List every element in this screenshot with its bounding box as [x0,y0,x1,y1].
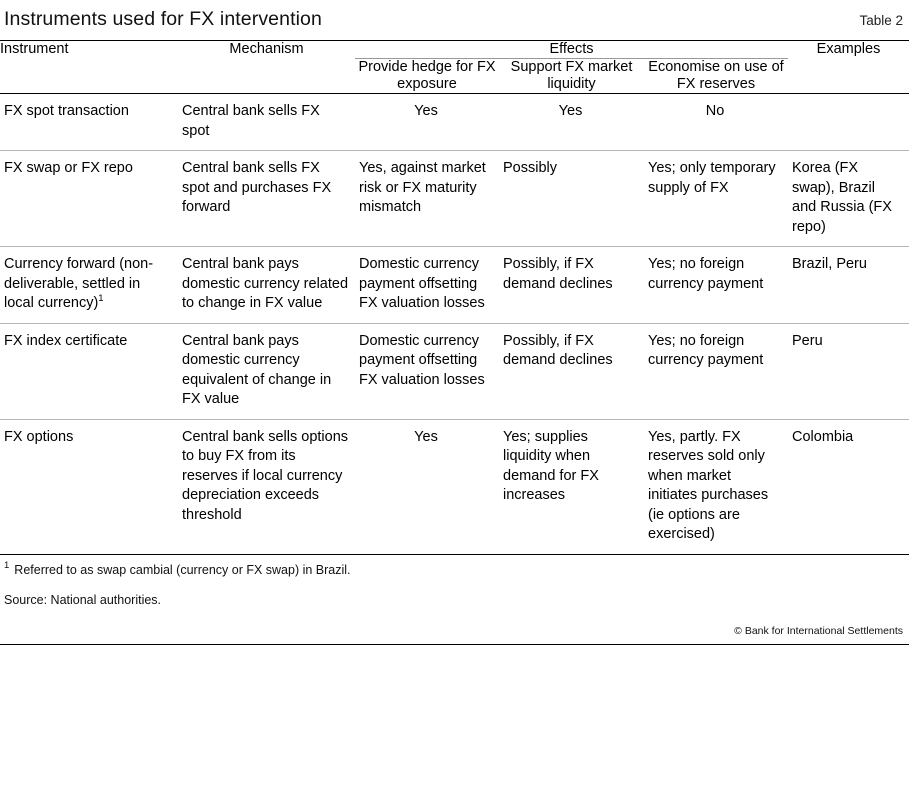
footnotes-section [0,555,909,609]
column-header-effects-group: Effects [355,41,788,59]
cell-effect-1: Domestic currency payment offsetting FX valuation losses [355,323,499,419]
cell-effect-3: Yes; no foreign currency payment [644,323,788,419]
column-header-effect-3: Economise on use of FX reserves [648,59,784,92]
source-note: Source: National authorities. [4,592,162,607]
footnote-ref: 1 [98,293,104,305]
column-subheader-spacer-mechanism [178,59,355,94]
cell-instrument: FX options [0,419,178,554]
header-row-sub [0,59,909,94]
table-body [0,94,909,555]
cell-instrument: FX swap or FX repo [0,151,178,247]
cell-instrument: FX spot transaction [0,94,178,151]
cell-effect-1: Domestic currency payment offsetting FX valuation losses [355,247,499,324]
column-header-instrument: Instrument [0,41,69,57]
cell-examples [788,94,909,151]
cell-effect-1: Yes, against market risk or FX maturity mismatch [355,151,499,247]
cell-effect-3: Yes; no foreign currency payment [644,247,788,324]
cell-effect-2: Possibly [499,151,644,247]
header-row-top [0,41,909,59]
table-row [0,323,909,419]
cell-mechanism: Central bank sells FX spot [178,94,355,151]
table-title-bar [0,0,909,41]
cell-mechanism: Central bank sells FX spot and purchases FX forward [178,151,355,247]
cell-effect-2: Yes [499,94,644,151]
cell-instrument [0,247,178,324]
cell-examples: Peru [788,323,909,419]
table-header [0,41,909,94]
column-header-examples: Examples [816,41,881,57]
cell-effect-3: No [644,94,788,151]
cell-mechanism: Central bank sells options to buy FX from its reserves if local currency depreciation exceeds threshold [178,419,355,554]
cell-effect-2: Possibly, if FX demand declines [499,247,644,324]
cell-effect-2: Yes; supplies liquidity when demand for FX increases [499,419,644,554]
copyright-text: © Bank for International Settlements [734,624,903,637]
footnote-1 [4,562,905,579]
column-header-effect-2: Support FX market liquidity [510,59,633,92]
column-subheader-spacer-examples [788,59,909,94]
cell-effect-2: Possibly, if FX demand declines [499,323,644,419]
cell-effect-3: Yes; only temporary supply of FX [644,151,788,247]
cell-effect-3: Yes, partly. FX reserves sold only when market initiates purchases (ie options are exercised) [644,419,788,554]
column-header-effect-1: Provide hedge for FX exposure [358,59,496,92]
table-row [0,151,909,247]
cell-examples: Korea (FX swap), Brazil and Russia (FX repo) [788,151,909,247]
cell-mechanism: Central bank pays domestic currency equivalent of change in FX value [178,323,355,419]
table-number-label: Table 2 [859,13,903,28]
cell-instrument: FX index certificate [0,323,178,419]
table-row [0,247,909,324]
column-header-mechanism: Mechanism [229,41,304,57]
cell-examples: Colombia [788,419,909,554]
fx-instruments-table [0,41,909,555]
column-subheader-spacer-instrument [0,59,178,94]
cell-examples: Brazil, Peru [788,247,909,324]
cell-mechanism: Central bank pays domestic currency related to change in FX value [178,247,355,324]
cell-instrument-text: Currency forward (non-deliverable, settled in local currency) [4,256,154,311]
footnote-text: Referred to as swap cambial (currency or FX swap) in Brazil. [14,562,351,577]
page-title: Instruments used for FX intervention [4,8,322,30]
cell-effect-1: Yes [355,94,499,151]
footnote-marker: 1 [4,560,10,572]
cell-effect-1: Yes [355,419,499,554]
copyright-bar [0,617,909,645]
table-row [0,419,909,554]
table-row [0,94,909,151]
